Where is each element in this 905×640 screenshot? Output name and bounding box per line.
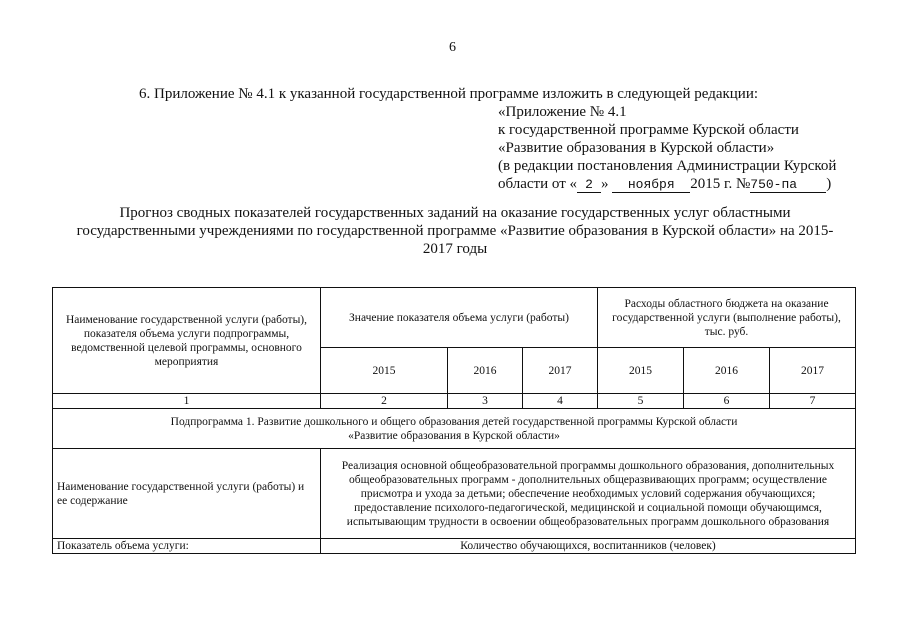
indicator-value: Количество обучающихся, воспитанников (человек) bbox=[321, 539, 856, 554]
column-number: 4 bbox=[523, 394, 598, 409]
appendix-day-close: » bbox=[601, 176, 609, 192]
appendix-year-text: 2015 г. № bbox=[690, 176, 751, 192]
appendix-number: 750-па bbox=[750, 177, 826, 193]
service-label: Наименование государственной услуги (работы) и ее содержание bbox=[53, 449, 321, 539]
column-numbers-row bbox=[53, 394, 856, 409]
table-header-row bbox=[53, 288, 856, 348]
year-cell: 2015 bbox=[598, 348, 684, 394]
subprogram-line-1: Подпрограмма 1. Развитие дошкольного и общего образования детей государственной программы Курской области bbox=[170, 415, 738, 428]
page-number: 6 bbox=[449, 40, 456, 55]
header-service-name: Наименование государственной услуги (работы), показателя объема услуги подпрограммы, ведомственной целевой программы, основного мероприятия bbox=[53, 288, 321, 394]
column-number: 7 bbox=[770, 394, 856, 409]
appendix-month: ноября bbox=[612, 177, 690, 193]
appendix-date-prefix: области от « bbox=[498, 176, 577, 192]
appendix-day: 2 bbox=[577, 177, 601, 193]
appendix-line-3: «Развитие образования в Курской области» bbox=[498, 140, 775, 156]
header-volume-value: Значение показателя объема услуги (работы) bbox=[321, 288, 598, 348]
year-cell: 2015 bbox=[321, 348, 448, 394]
service-content: Реализация основной общеобразовательной программы дошкольного образования, дополнительных общеобразовательных программ - дополнительных общеразвивающих программ; осуществление присмотра и ухода за детьми; обеспечение необходимых условий содержания обучающихся; предоставление психолого-педагогической, медицинской и социальной помощи обучающимся, испытывающим трудности в освоении общеобразовательных программ дошкольного образования bbox=[321, 449, 856, 539]
year-cell: 2016 bbox=[448, 348, 523, 394]
document-title: Прогноз сводных показателей государственных заданий на оказание государственных услуг областными государственными учреждениями по государственной программе «Развитие образования в Курской области» на 2015-2017 годы bbox=[76, 205, 834, 257]
subprogram-title bbox=[53, 409, 856, 449]
appendix-line-5 bbox=[498, 176, 831, 193]
appendix-line-2: к государственной программе Курской области bbox=[498, 122, 799, 138]
indicator-row bbox=[53, 539, 856, 554]
column-number: 5 bbox=[598, 394, 684, 409]
subprogram-line-2: «Развитие образования в Курской области» bbox=[348, 429, 560, 442]
column-number: 3 bbox=[448, 394, 523, 409]
subprogram-row bbox=[53, 409, 856, 449]
year-cell: 2016 bbox=[684, 348, 770, 394]
intro-paragraph: 6. Приложение № 4.1 к указанной государственной программе изложить в следующей редакции: bbox=[139, 86, 759, 102]
appendix-close: ) bbox=[826, 176, 832, 192]
indicator-label: Показатель объема услуги: bbox=[53, 539, 321, 554]
column-number: 1 bbox=[53, 394, 321, 409]
year-cell: 2017 bbox=[770, 348, 856, 394]
header-budget-expenses: Расходы областного бюджета на оказание государственной услуги (выполнение работы), тыс. руб. bbox=[598, 288, 856, 348]
forecast-table bbox=[52, 287, 856, 554]
appendix-line-1: «Приложение № 4.1 bbox=[498, 104, 627, 120]
service-row bbox=[53, 449, 856, 539]
column-number: 6 bbox=[684, 394, 770, 409]
appendix-line-4: (в редакции постановления Администрации Курской bbox=[498, 158, 837, 174]
column-number: 2 bbox=[321, 394, 448, 409]
year-cell: 2017 bbox=[523, 348, 598, 394]
